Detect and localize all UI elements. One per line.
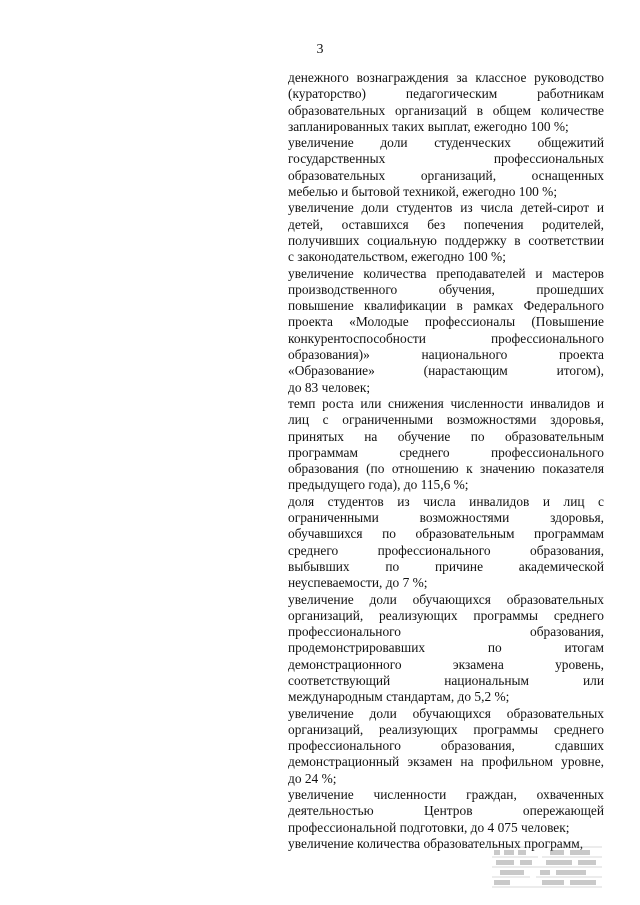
text-line: демонстрационный экзамен на профильном уровне, [288, 754, 604, 770]
text-line: организаций, реализующих программы среднего [288, 607, 604, 623]
text-line: международным стандартам, до 5,2 %; [288, 689, 510, 705]
document-body [288, 70, 604, 852]
text-line: образовательных организаций, оснащенных [288, 167, 604, 183]
text-line: мебелью и бытовой техникой, ежегодно 100 %; [288, 184, 558, 200]
text-line: государственных профессиональных [288, 151, 604, 167]
text-line: денежного вознаграждения за классное руководство [288, 70, 604, 85]
text-line: доля студентов из числа инвалидов и лиц с [288, 493, 604, 509]
text-line: темп роста или снижения численности инвалидов и [288, 395, 604, 411]
text-line: профессиональной подготовки, до 4 075 человек; [288, 819, 570, 835]
text-line: конкурентоспособности профессионального [288, 330, 604, 346]
paragraph [288, 200, 604, 265]
text-line: обучавшихся по образовательным программам [288, 526, 604, 542]
text-line: до 83 человек; [288, 379, 371, 395]
text-line: увеличение доли обучающихся образовательных [288, 705, 604, 721]
text-line: образовательных организаций в общем количестве [288, 102, 604, 118]
text-line: среднего профессионального образования, [288, 542, 604, 558]
text-line: продемонстрировавших по итогам [288, 640, 604, 656]
paragraph [288, 494, 604, 592]
text-line: организаций, реализующих программы среднего [288, 721, 604, 737]
registration-stamp [490, 843, 604, 895]
text-line: «Образование» (нарастающим итогом), [288, 363, 604, 379]
text-line: профессионального образования, сдавших [288, 738, 604, 754]
text-line: (кураторство) педагогическим работникам [288, 86, 604, 102]
text-line: образования (по отношению к значению показателя [288, 461, 604, 477]
text-line: неуспеваемости, до 7 %; [288, 575, 428, 591]
text-line: увеличение количества преподавателей и мастеров [288, 265, 604, 281]
text-line: увеличение численности граждан, охваченных [288, 787, 604, 803]
text-line: с законодательством, ежегодно 100 %; [288, 249, 506, 265]
text-line: принятых на обучение по образовательным [288, 428, 604, 444]
text-line: увеличение количества образовательных программ, [288, 835, 584, 851]
paragraph [288, 787, 604, 836]
text-line: соответствующий национальным или [288, 672, 604, 688]
text-line: до 24 %; [288, 770, 337, 786]
text-line: увеличение доли студентов из числа детей-сирот и [288, 200, 604, 216]
text-line: производственного обучения, прошедших [288, 281, 604, 297]
paragraph [288, 592, 604, 706]
text-line: деятельностью Центров опережающей [288, 803, 604, 819]
paragraph [288, 396, 604, 494]
text-line: лиц с ограниченными возможностями здоровья, [288, 412, 604, 428]
text-line: увеличение доли обучающихся образовательных [288, 591, 604, 607]
text-line: профессионального образования, [288, 624, 604, 640]
text-line: ограниченными возможностями здоровья, [288, 510, 604, 526]
text-line: проекта «Молодые профессионалы (Повышение [288, 314, 604, 330]
text-line: образования)» национального проекта [288, 347, 604, 363]
text-line: демонстрационного экзамена уровень, [288, 656, 604, 672]
text-line: детей, оставшихся без попечения родителей, [288, 216, 604, 232]
text-line: предыдущего года), до 115,6 %; [288, 477, 469, 493]
page-number: 3 [316, 42, 324, 57]
paragraph [288, 266, 604, 396]
text-line: повышение квалификации в рамках Федерального [288, 298, 604, 314]
text-line: программам среднего профессионального [288, 444, 604, 460]
text-line: получивших социальную поддержку в соответствии [288, 232, 604, 248]
paragraph [288, 706, 604, 787]
paragraph [288, 135, 604, 200]
paragraph [288, 70, 604, 135]
text-line: запланированных таких выплат, ежегодно 100 %; [288, 118, 569, 134]
text-line: выбывших по причине академической [288, 558, 604, 574]
text-line: увеличение доли студенческих общежитий [288, 135, 604, 151]
